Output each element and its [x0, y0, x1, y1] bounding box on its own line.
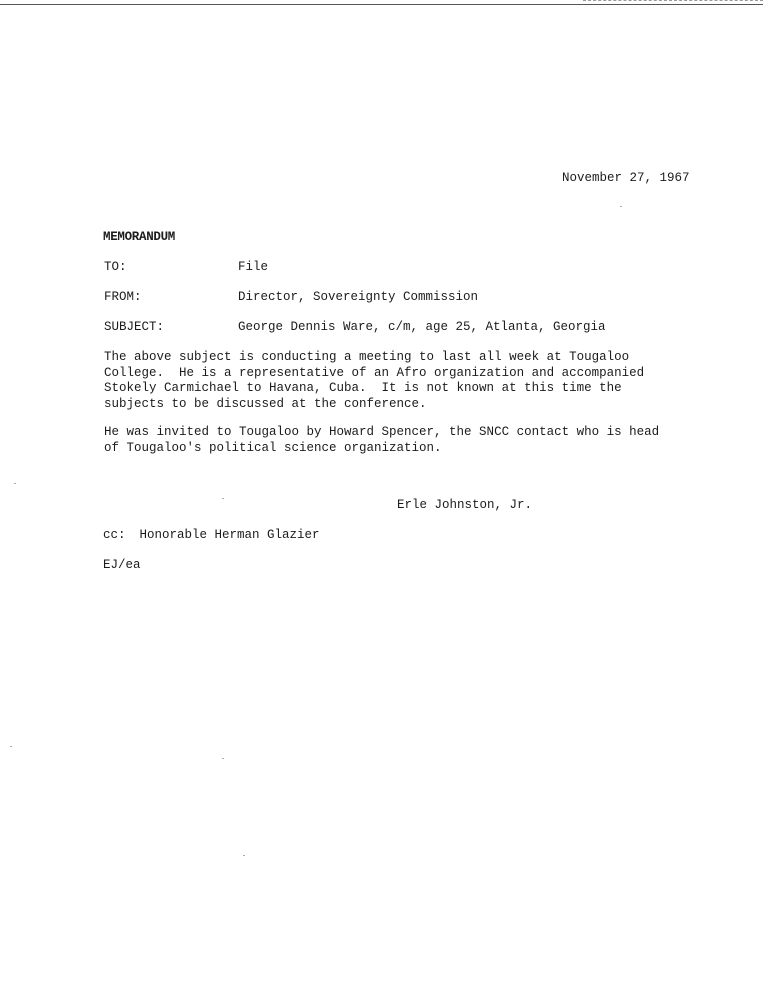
from-value: Director, Sovereignty Commission	[238, 290, 479, 304]
body-paragraph-1: The above subject is conducting a meeting to last all week at Tougaloo College. He is a representative of an Afro organization and accompanied Stokely Carmichael to Havana, Cuba. It is not known at this time the subjects to be discussed at the conference.	[104, 350, 645, 411]
cc-label: cc:	[103, 528, 126, 542]
scan-speck	[14, 483, 16, 484]
scan-speck	[620, 206, 622, 207]
to-label: TO:	[104, 260, 127, 274]
subject-value: George Dennis Ware, c/m, age 25, Atlanta, Georgia	[238, 320, 606, 334]
scan-speck	[222, 758, 224, 759]
cc-recipient: Honorable Herman Glazier	[139, 528, 320, 542]
cc-line	[103, 528, 320, 542]
memo-title: MEMORANDUM	[103, 230, 176, 244]
top-edge-scan-noise	[583, 0, 763, 7]
body-paragraph-2: He was invited to Tougaloo by Howard Spencer, the SNCC contact who is head of Tougaloo's political science organization.	[104, 425, 660, 455]
scan-speck	[10, 746, 12, 747]
from-label: FROM:	[104, 290, 142, 304]
signature: Erle Johnston, Jr.	[397, 498, 533, 512]
to-value: File	[238, 260, 269, 274]
typist-initials: EJ/ea	[103, 558, 141, 572]
memo-date: November 27, 1967	[562, 171, 690, 185]
scan-speck	[243, 855, 245, 856]
subject-label: SUBJECT:	[104, 320, 165, 334]
scan-speck	[222, 498, 224, 499]
